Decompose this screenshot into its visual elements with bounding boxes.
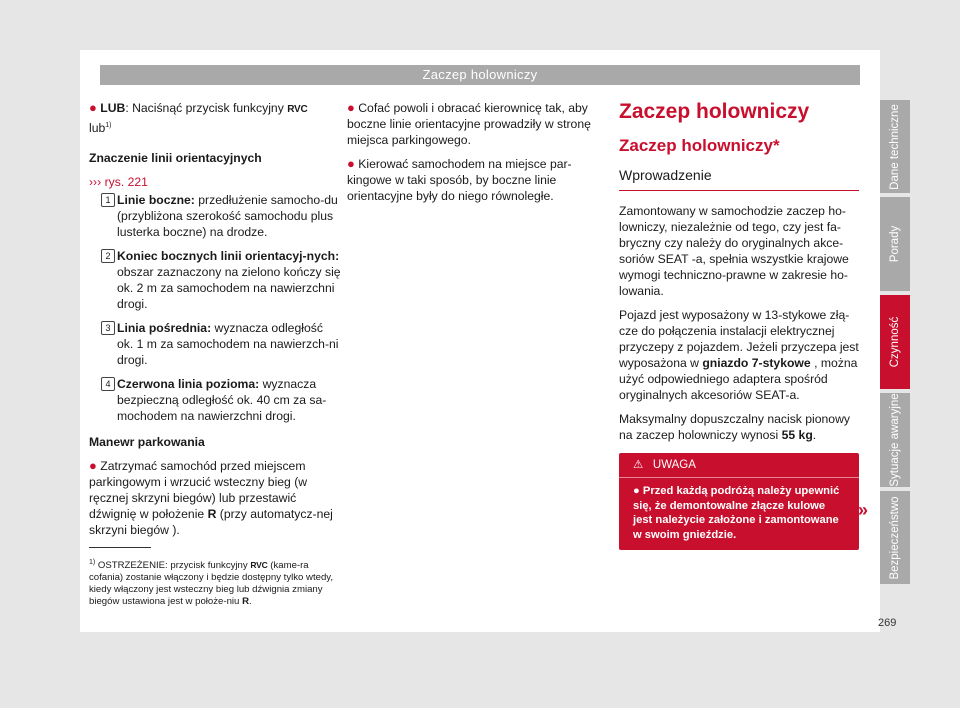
rvc-button-glyph: RVC xyxy=(250,560,268,571)
tab-sytuacje-awaryjne[interactable] xyxy=(880,393,910,487)
load-text: Maksymalny dopuszczalny nacisk pionowy na zaczep holowniczy wynosi xyxy=(619,412,850,442)
load-value: 55 kg xyxy=(781,428,813,442)
list-item xyxy=(89,192,341,240)
manewr-title: Manewr parkowania xyxy=(89,435,205,450)
tab-label: Sytuacje awaryjne xyxy=(889,393,901,487)
load-end: . xyxy=(812,428,817,442)
manewr-paragraph xyxy=(89,458,341,538)
tab-label: Porady xyxy=(889,225,901,263)
bullet-text: Kierować samochodem na miejsce par-kingowe w taki sposób, by boczne linie orientacyjne były do niego równoległe. xyxy=(347,157,572,203)
item-label: Linia pośrednia: xyxy=(117,321,212,336)
list-item xyxy=(89,320,341,368)
socket-paragraph xyxy=(619,307,859,403)
gear-r: R xyxy=(207,507,217,522)
running-header: Zaczep holowniczy xyxy=(100,65,860,85)
section-title: Znaczenie linii orientacyjnych xyxy=(89,151,262,166)
tab-label: Czynność xyxy=(889,316,901,368)
lub-tail: lub xyxy=(89,121,106,136)
page-number: 269 xyxy=(878,617,897,629)
bullet-text: Cofać powoli i obracać kierownicę tak, aby boczne linie orientacyjne prowadziły w stronę miejsca parkingowego. xyxy=(347,101,591,147)
section-heading: Zaczep holowniczy* xyxy=(619,136,780,155)
footnote-ref: 1) xyxy=(105,122,112,129)
warning-title: UWAGA xyxy=(652,459,696,471)
continue-arrow-icon: » xyxy=(858,500,869,520)
subsection-heading: Wprowadzenie xyxy=(619,167,712,183)
item-text: przedłużenie samocho-du (przybliżona szerokość samochodu plus lusterka boczne) na drodze. xyxy=(117,193,338,240)
tab-dane-techniczne[interactable] xyxy=(880,100,910,193)
figure-ref-link[interactable]: rys. 221 xyxy=(104,175,148,190)
item-number: 4 xyxy=(101,377,115,391)
lub-paragraph xyxy=(89,100,341,136)
heading-rule xyxy=(619,190,859,191)
bullet-icon: ● xyxy=(89,458,97,474)
footnote-gear-r: R xyxy=(242,596,249,608)
footnote-text2: (kame-ra cofania) zostanie włączony i będzie dostępny tylko wtedy, kiedy włączony jest wsteczny bieg lub dźwignia zmiany biegów ustawiona jest w położe-niu xyxy=(89,560,334,608)
ref-arrow: ››› xyxy=(89,175,102,190)
socket-text-end: , można użyć odpowiedniego adaptera spośród oryginalnych akcesoriów SEAT-a. xyxy=(619,356,858,402)
left-column xyxy=(89,100,341,546)
footnote-mark: 1) xyxy=(89,559,96,566)
intro-paragraph: Zamontowany w samochodzie zaczep ho-lowniczy, niezależnie od tego, czy jest fa-bryczny czy należy do oryginalnych akce-soriów SEAT -a, spełnia wszystkie krajowe wymogi techniczno-prawne w zakresie ho-lowania. xyxy=(619,204,849,298)
item-text: wyznacza odległość ok. 1 m za samochodem na nawierzch-ni drogi. xyxy=(117,321,339,368)
footnote-rule xyxy=(89,547,151,548)
bullet-paragraph xyxy=(347,156,602,204)
load-paragraph xyxy=(619,411,859,443)
warning-text: Przed każdą podróżą należy upewnić się, że demontowalne złącze kulowe jest należycie założone i zamontowane w swoim gnieździe. xyxy=(633,485,840,541)
footnote-text1: OSTRZEŻENIE: przycisk funkcyjny xyxy=(95,560,251,572)
footnote-end: . xyxy=(249,596,252,608)
right-column xyxy=(619,99,859,550)
warning-header xyxy=(619,453,859,478)
socket-text: Pojazd jest wyposażony w 13-stykowe złą-cze do połączenia instalacji elektrycznej przyczepy z pojazdem. Jeżeli przyczepa jest wyposażona w xyxy=(619,308,859,370)
tab-label: Bezpieczeństwo xyxy=(889,495,901,580)
item-label: Czerwona linia pozioma: xyxy=(117,377,260,392)
item-number: 1 xyxy=(101,193,115,207)
lub-label: LUB xyxy=(100,101,126,115)
figure-ref xyxy=(89,174,341,190)
warning-body xyxy=(619,478,859,550)
item-label: Linie boczne: xyxy=(117,193,195,208)
bullet-icon: ● xyxy=(347,156,355,171)
tab-porady[interactable] xyxy=(880,197,910,291)
chapter-title: Zaczep holowniczy xyxy=(619,100,810,123)
item-text: wyznacza bezpieczną odległość ok. 40 cm za sa-mochodem na nawierzchni drogi. xyxy=(117,377,327,424)
manewr-text1: Zatrzymać samochód przed miejscem parkingowym i wrzucić wsteczny bieg (w ręcznej skrzyni biegów) lub przestawić dźwignię w położenie xyxy=(89,459,308,522)
bullet-paragraph xyxy=(347,100,602,148)
manewr-text2: (przy automatycz-nej skrzyni biegów ). xyxy=(89,507,333,538)
bullet-icon: ● xyxy=(633,485,640,497)
bullet-icon: ● xyxy=(347,100,355,115)
warning-box xyxy=(619,453,859,550)
middle-column xyxy=(347,100,602,212)
tab-czynnosc[interactable] xyxy=(880,295,910,389)
warning-triangle-icon: ⚠ xyxy=(633,459,644,471)
lub-text: : Naciśnąć przycisk funkcyjny xyxy=(125,101,284,115)
tab-label: Dane techniczne xyxy=(889,103,901,190)
footnote xyxy=(89,557,341,608)
item-number: 2 xyxy=(101,249,115,263)
tab-bezpieczenstwo[interactable] xyxy=(880,491,910,584)
list-item xyxy=(89,248,341,312)
item-label: Koniec bocznych linii orientacyj-nych: xyxy=(117,249,340,264)
socket-bold: gniazdo 7-stykowe xyxy=(702,356,811,370)
item-number: 3 xyxy=(101,321,115,335)
item-text: obszar zaznaczony na zielono kończy się ok. 2 m za samochodem na nawierzchni drogi. xyxy=(117,265,341,312)
rvc-button-glyph: RVC xyxy=(287,104,308,115)
list-item xyxy=(89,376,341,424)
bullet-icon: ● xyxy=(89,100,97,115)
